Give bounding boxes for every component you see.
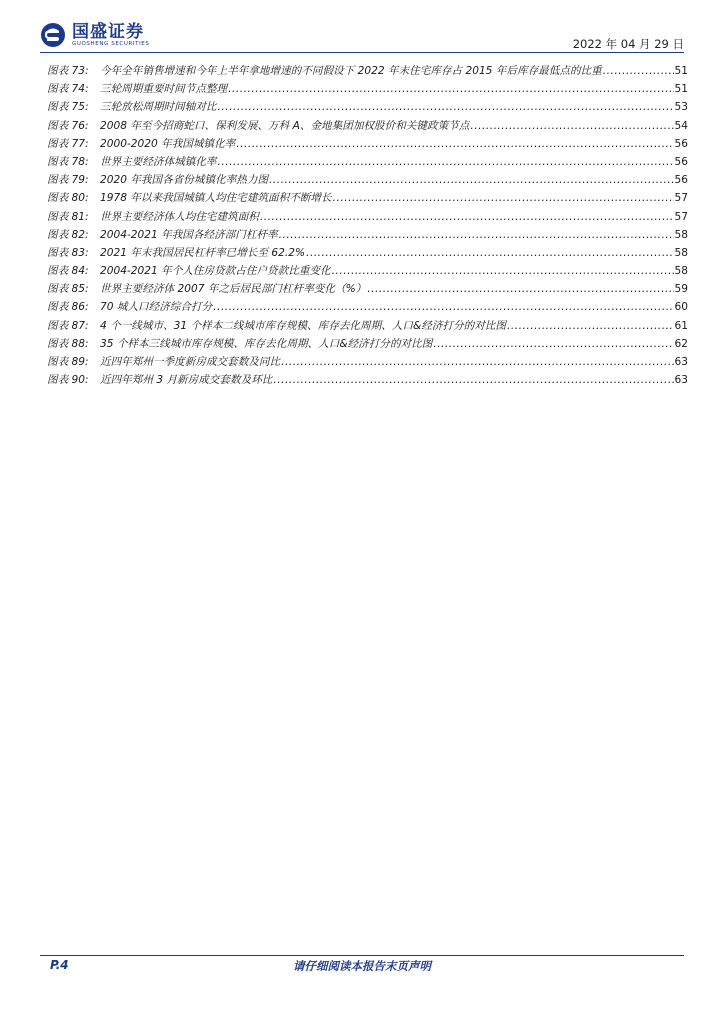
toc-entry-title: 1978 年以来我国城镇人均住宅建筑面积不断增长 bbox=[100, 192, 332, 205]
toc-entry-title: 2021 年末我国居民杠杆率已增长至 62.2% bbox=[100, 246, 306, 259]
toc-dot-leader bbox=[367, 283, 673, 295]
toc-entry-title: 70 城人口经济综合打分 bbox=[100, 301, 213, 314]
toc-entry-title: 近四年郑州一季度新房成交套数及同比 bbox=[100, 356, 281, 368]
toc-dot-leader bbox=[273, 374, 673, 386]
page-number: P.4 bbox=[50, 958, 69, 972]
toc-entry-title: 2004-2021 年我国各经济部门杠杆率 bbox=[100, 228, 278, 241]
toc-entry-title: 2004-2021 年个人住房贷款占住户贷款比重变化 bbox=[100, 265, 331, 278]
toc-entry-page: 56 bbox=[674, 155, 688, 168]
toc-entry-title: 4 个一线城市、31 个样本二线城市库存规模、库存去化周期、人口&经济打分的对比图 bbox=[100, 319, 506, 332]
toc-entry-label: 图表 81: bbox=[47, 210, 89, 223]
footer-divider bbox=[40, 955, 684, 956]
toc-dot-leader bbox=[603, 65, 674, 77]
toc-dot-leader bbox=[228, 83, 673, 95]
toc-entry-label: 图表 74: bbox=[47, 83, 89, 96]
toc-entry-page: 56 bbox=[674, 137, 688, 150]
page-header bbox=[0, 0, 724, 52]
toc-entry[interactable] bbox=[47, 318, 688, 336]
toc-entry-label: 图表 84: bbox=[47, 265, 89, 278]
report-date: 2022 年 04 月 29 日 bbox=[572, 37, 684, 51]
toc-entry-label: 图表 88: bbox=[47, 337, 89, 350]
toc-dot-leader bbox=[281, 356, 673, 368]
toc-dot-leader bbox=[507, 320, 674, 332]
toc-entry-label: 图表 86: bbox=[47, 301, 89, 314]
toc-entry-page: 53 bbox=[674, 101, 688, 114]
toc-entry-page: 58 bbox=[674, 265, 688, 278]
toc-entry-title: 2020 年我国各省份城镇化率热力图 bbox=[100, 174, 269, 187]
toc-entry-title: 世界主要经济体人均住宅建筑面积 bbox=[100, 210, 259, 223]
toc-entry-page: 54 bbox=[674, 119, 688, 132]
guosheng-logo-icon bbox=[40, 22, 66, 48]
toc-entry-page: 57 bbox=[674, 192, 688, 205]
toc-entry-label: 图表 80: bbox=[47, 192, 89, 205]
toc-entry[interactable] bbox=[47, 81, 688, 99]
toc-entry-title: 35 个样本三线城市库存规模、库存去化周期、人口&经济打分的对比图 bbox=[100, 337, 433, 350]
toc-dot-leader bbox=[279, 229, 674, 241]
toc-entry-title: 2008 年至今招商蛇口、保利发展、万科 A、金地集团加权股价和关键政策节点 bbox=[100, 119, 470, 132]
toc-entry[interactable] bbox=[47, 209, 688, 227]
brand-name-cn: 国盛证券 bbox=[72, 21, 144, 42]
toc-entry[interactable] bbox=[47, 172, 688, 190]
toc-entry-title: 今年全年销售增速和今年上半年拿地增速的不同假设下 2022 年末住宅库存占 2015 年后库存最低点的比重 bbox=[100, 65, 602, 77]
toc-entry[interactable] bbox=[47, 190, 688, 208]
toc-entry-title: 三轮周期重要时间节点整理 bbox=[100, 83, 228, 96]
toc-entry[interactable] bbox=[47, 118, 688, 136]
toc-entry-title: 2000-2020 年我国城镇化率 bbox=[100, 137, 236, 150]
toc-entry-page: 61 bbox=[674, 319, 688, 332]
toc-entry-page: 62 bbox=[674, 337, 688, 350]
toc-entry-title: 近四年郑州 3 月新房成交套数及环比 bbox=[100, 374, 273, 387]
toc-entry[interactable] bbox=[47, 63, 688, 81]
toc-entry-page: 63 bbox=[674, 374, 688, 387]
toc-entry-label: 图表 85: bbox=[47, 283, 89, 296]
toc-entry[interactable] bbox=[47, 227, 688, 245]
toc-entry-label: 图表 90: bbox=[47, 374, 89, 387]
toc-entry[interactable] bbox=[47, 99, 688, 117]
toc-entry-label: 图表 78: bbox=[47, 155, 89, 168]
toc-entry-label: 图表 77: bbox=[47, 137, 89, 150]
toc-entry-label: 图表 76: bbox=[47, 119, 89, 132]
toc-entry-page: 59 bbox=[674, 283, 688, 296]
toc-entry-page: 58 bbox=[674, 246, 688, 259]
brand-name-en: GUOSHENG SECURITIES bbox=[72, 40, 150, 47]
toc-entry-label: 图表 83: bbox=[47, 246, 89, 259]
header-divider bbox=[40, 52, 684, 53]
toc-dot-leader bbox=[218, 101, 674, 113]
toc-entry[interactable] bbox=[47, 372, 688, 390]
toc-dot-leader bbox=[470, 120, 673, 132]
toc-dot-leader bbox=[269, 174, 673, 186]
toc-entry-title: 世界主要经济体 2007 年之后居民部门杠杆率变化（%） bbox=[100, 283, 367, 296]
toc-entry-page: 57 bbox=[674, 210, 688, 223]
toc-entry-label: 图表 75: bbox=[47, 101, 89, 114]
toc-entry-label: 图表 87: bbox=[47, 319, 89, 332]
toc-dot-leader bbox=[333, 192, 674, 204]
toc-entry-page: 60 bbox=[674, 301, 688, 314]
toc-entry-label: 图表 89: bbox=[47, 356, 89, 368]
toc-entry[interactable] bbox=[47, 263, 688, 281]
toc-dot-leader bbox=[236, 138, 673, 150]
toc-entry-page: 51 bbox=[674, 83, 688, 96]
toc-dot-leader bbox=[332, 265, 674, 277]
disclaimer-notice: 请仔细阅读本报告末页声明 bbox=[293, 959, 431, 973]
toc-entry[interactable] bbox=[47, 136, 688, 154]
toc-entry[interactable] bbox=[47, 245, 688, 263]
figure-toc-list bbox=[47, 63, 688, 390]
toc-entry-title: 世界主要经济体城镇化率 bbox=[100, 155, 217, 168]
toc-entry-label: 图表 79: bbox=[47, 174, 89, 187]
toc-entry-page: 51 bbox=[674, 65, 688, 77]
toc-dot-leader bbox=[306, 247, 673, 259]
toc-entry[interactable] bbox=[47, 281, 688, 299]
toc-entry[interactable] bbox=[47, 354, 688, 372]
brand-logo bbox=[40, 22, 149, 48]
toc-entry-page: 56 bbox=[674, 174, 688, 187]
toc-entry-page: 58 bbox=[674, 228, 688, 241]
toc-dot-leader bbox=[213, 301, 673, 313]
toc-dot-leader bbox=[260, 211, 674, 223]
toc-dot-leader bbox=[433, 338, 673, 350]
toc-entry[interactable] bbox=[47, 336, 688, 354]
toc-entry[interactable] bbox=[47, 154, 688, 172]
brand-text bbox=[72, 23, 149, 48]
toc-entry-label: 图表 82: bbox=[47, 228, 89, 241]
toc-entry-label: 图表 73: bbox=[47, 65, 89, 77]
toc-entry-page: 63 bbox=[674, 356, 688, 368]
toc-dot-leader bbox=[218, 156, 674, 168]
toc-entry-title: 三轮放松周期时间轴对比 bbox=[100, 101, 217, 114]
toc-entry[interactable] bbox=[47, 299, 688, 317]
